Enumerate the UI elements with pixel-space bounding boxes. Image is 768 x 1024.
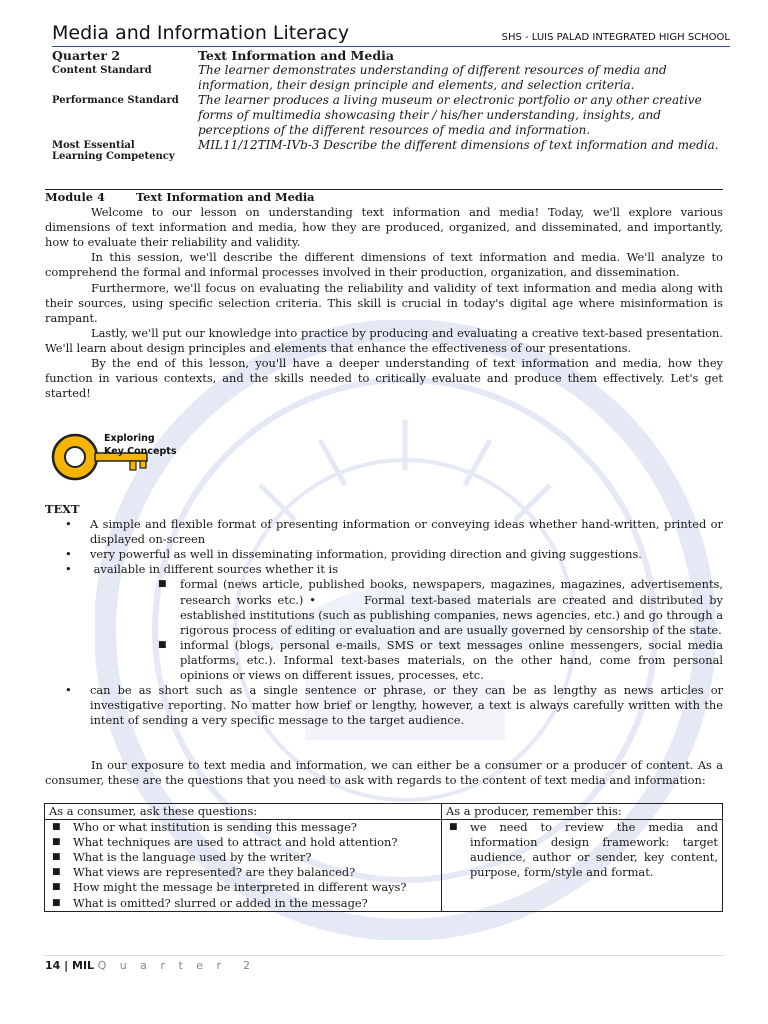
table-row: [45, 820, 723, 912]
list-item: ■ What views are represented? are they balanced?: [52, 865, 356, 880]
exploring-key-concepts-label: [104, 432, 176, 458]
square-bullet-icon: ■: [52, 897, 61, 908]
table-header-row: [45, 804, 723, 820]
sub-list-item: ■ informal (blogs, personal e-mails, SMS or text messages online messengers, social media platforms, etc.). Informal text-bases materials, on the other hand, come from personal opinions or views on different issues, processes, etc.: [158, 637, 723, 683]
quarter-row: [52, 48, 722, 63]
module-title: Text Information and Media: [136, 190, 315, 204]
bullet-icon: •: [65, 683, 72, 698]
module-heading: [45, 190, 723, 205]
performance-standard-label: Performance Standard: [52, 95, 179, 106]
bullet-icon: •: [65, 562, 72, 577]
text-definition-section: [45, 502, 727, 728]
module-intro: [45, 190, 723, 401]
intro-paragraph: By the end of this lesson, you'll have a deeper understanding of text information and media, how they function in various contexts, and the skills needed to critically evaluate and produce them effectively. Let's get started!: [45, 356, 723, 401]
intro-paragraph: Welcome to our lesson on understanding text information and media! Today, we'll explore various dimensions of text information and media, how they are produced, organized, and disseminated, and importantly, how to evaluate their reliability and validity.: [45, 205, 723, 250]
list-item: ■ What is the language used by the writer?: [52, 850, 312, 865]
list-item: ■ What techniques are used to attract and hold attention?: [52, 835, 398, 850]
quarter-label: Quarter 2: [52, 48, 121, 63]
producer-reminder-cell: [442, 820, 723, 912]
consumer-column-header: As a consumer, ask these questions:: [45, 804, 442, 820]
module-label: Module 4: [45, 190, 105, 204]
performance-standard-text: The learner produces a living museum or electronic portfolio or any other creative forms of multimedia showcasing their / his/her understanding, insights, and perceptions of the different resources of media and information.: [198, 93, 702, 137]
consumer-question-list: [49, 820, 437, 911]
producer-column-header: As a producer, remember this:: [442, 804, 723, 820]
square-bullet-icon: ■: [52, 867, 61, 878]
melc-label: Most Essential Learning Competency: [52, 140, 175, 162]
content-standard-row: [52, 63, 722, 93]
list-item: ■ What is omitted? slurred or added in the message?: [52, 895, 368, 910]
footer-subject: MIL: [72, 959, 95, 972]
list-item: • available in different sources whether it is: [65, 562, 339, 577]
melc-row: [52, 138, 722, 162]
intro-paragraph: Lastly, we'll put our knowledge into practice by producing and evaluating a creative text-based presentation. We'll learn about design principles and elements that enhance the effectiveness of our presentations.: [45, 325, 723, 355]
quarter-topic: Text Information and Media: [198, 48, 394, 63]
page-number: 14: [45, 959, 61, 972]
consumer-questions-cell: [45, 820, 442, 912]
list-item: ■ we need to review the media and information design framework: target audience, author or sender, key content, purpose, form/style and format.: [449, 820, 718, 880]
footer-quarter: Q u a r t e r 2: [97, 959, 256, 972]
consumer-producer-table: [44, 803, 723, 912]
page-header: [52, 24, 730, 47]
sub-list-item: ■ formal (news article, published books, newspapers, magazines, magazines, advertisements, research works etc.) • Formal text-based materials are created and distributed by established institutions (such as publishing companies, news agencies, etc.) and go through a rigorous process of editing or evaluation and are usually governed by censorship of the state.: [158, 577, 727, 637]
square-bullet-icon: ■: [158, 579, 167, 590]
bullet-icon: •: [65, 517, 72, 532]
text-bullet-list: [45, 517, 727, 728]
page-footer: [45, 955, 723, 972]
bullet-icon: •: [65, 547, 72, 562]
footer-separator: |: [60, 959, 72, 972]
square-bullet-icon: ■: [52, 852, 61, 863]
list-item: • very powerful as well in disseminating information, providing direction and giving suggestions.: [65, 547, 642, 562]
list-item: • A simple and flexible format of presenting information or conveying ideas whether hand-written, printed or displayed on-screen: [65, 517, 723, 547]
content-standard-label: Content Standard: [52, 65, 152, 76]
producer-list: [446, 820, 718, 880]
school-name: SHS - LUIS PALAD INTEGRATED HIGH SCHOOL: [501, 32, 730, 43]
square-bullet-icon: ■: [52, 822, 61, 833]
square-bullet-icon: ■: [52, 882, 61, 893]
list-item: ■ How might the message be interpreted in different ways?: [52, 880, 407, 895]
standards-block: [52, 48, 722, 162]
content-standard-text: The learner demonstrates understanding of different resources of media and information, their design principle and elements, and selection criteria.: [198, 63, 667, 92]
intro-paragraph: In this session, we'll describe the different dimensions of text information and media. We'll analyze to comprehend the formal and informal processes involved in their production, organization, and dissemination.: [45, 250, 723, 280]
text-heading: TEXT: [45, 502, 80, 516]
square-bullet-icon: ■: [52, 837, 61, 848]
square-bullet-icon: ■: [158, 639, 167, 650]
performance-standard-row: [52, 93, 722, 138]
melc-text: MIL11/12TIM-IVb-3 Describe the different dimensions of text information and media.: [198, 138, 719, 152]
square-bullet-icon: ■: [449, 822, 458, 833]
badge-line-1: Exploring: [104, 433, 155, 444]
consumer-producer-intro: In our exposure to text media and information, we can either be a consumer or a producer of content. As a consumer, these are the questions that you need to ask with regards to the content of text media and information:: [45, 758, 723, 788]
list-item: ■ Who or what institution is sending this message?: [52, 820, 357, 835]
list-item: • can be as short such as a single sentence or phrase, or they can be as lengthy as news articles or investigative reporting. No matter how brief or lengthy, however, a text is always carefully written with the intent of sending a very specific message to the target audience.: [65, 683, 723, 728]
intro-paragraph: Furthermore, we'll focus on evaluating the reliability and validity of text information and media along with their sources, using specific selection criteria. This skill is crucial in today's digital age where misinformation is rampant.: [45, 280, 723, 325]
badge-line-2: Key Concepts: [104, 446, 177, 457]
document-title: Media and Information Literacy: [52, 22, 350, 44]
